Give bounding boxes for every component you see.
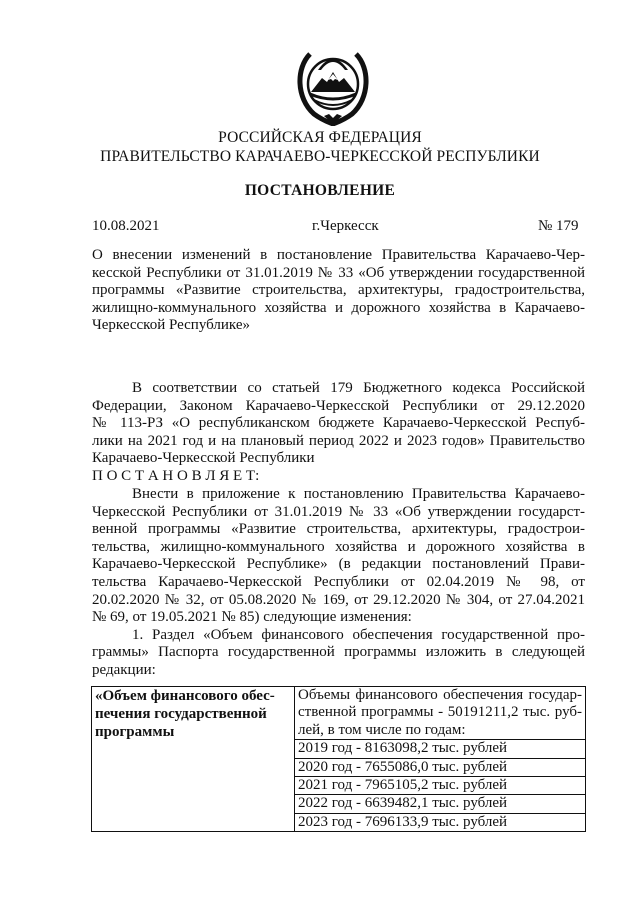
table-value-line: 2023 год - 7696133,9 тыс. рублей (298, 813, 508, 830)
body-line: тельства Карачаево-Черкесской Республики от 02.04.2019 № 98, от (92, 573, 585, 590)
body-line: граммы» Паспорта государственной программы изложить в следующей (92, 644, 585, 661)
body-line: № 69, от 19.05.2021 № 85) следующие изменения: (92, 609, 412, 626)
table-label-line: программы (95, 723, 175, 740)
table-value-cell (295, 687, 586, 832)
table-value-line: 2022 год - 6639482,1 тыс. рублей (295, 795, 585, 813)
preamble (92, 380, 585, 486)
header-country: РОССИЙСКАЯ ФЕДЕРАЦИЯ (218, 129, 422, 146)
table-value-line: 2019 год - 8163098,2 тыс. рублей (295, 740, 585, 758)
body-line: редакции: (92, 661, 156, 678)
table-value-line: 2021 год - 7965105,2 тыс. рублей (295, 777, 585, 795)
document-city: г.Черкесск (312, 218, 379, 234)
document-date: 10.08.2021 (92, 218, 160, 234)
decree-word: П О С Т А Н О В Л Я Е Т: (92, 467, 260, 484)
body-line: венной программы «Развитие строительства, архитектуры, градострои- (92, 521, 585, 538)
subject-line: О внесении изменений в постановление Правительства Карачаево-Чер- (92, 247, 585, 263)
body-line: Черкесской Республики от 31.01.2019 № 33 «Об утверждении государст- (92, 503, 585, 520)
preamble-line: В соответствии со статьей 179 Бюджетного кодекса Российской (132, 380, 585, 396)
body-line: Внести в приложение к постановлению Правительства Карачаево- (132, 486, 585, 502)
subject-line: Черкесской Республике» (92, 317, 250, 334)
document-number: № 179 (538, 218, 579, 234)
subject-line: программы «Развитие строительства, архитектуры, градостроительства, (92, 282, 585, 299)
body-line: 1. Раздел «Объем финансового обеспечения государственной про- (132, 626, 585, 643)
body-line: Карачаево-Черкесской Республике» (в редакции постановлений Прави- (92, 556, 585, 573)
table-value-line: Объемы финансового обеспечения государ- (298, 687, 582, 703)
coat-of-arms-emblem (292, 40, 374, 126)
table-label-line: «Объем финансового обес- (95, 688, 275, 704)
preamble-line: Карачаево-Черкесской Республики (92, 450, 315, 467)
table-value-line: ственной программы - 50191211,2 тыс. руб- (298, 704, 582, 721)
header-government: ПРАВИТЕЛЬСТВО КАРАЧАЕВО-ЧЕРКЕССКОЙ РЕСПУБЛИКИ (100, 148, 540, 165)
table-label-cell (92, 687, 295, 832)
preamble-line: лики на 2021 год и на плановый период 2022 и 2023 годов» Правительство (92, 432, 585, 449)
body-line: 20.02.2020 № 32, от 05.08.2020 № 169, от 29.12.2020 № 304, от 27.04.2021 (92, 591, 585, 608)
preamble-line: № 113-РЗ «О республиканском бюджете Карачаево-Черкесской Респуб- (92, 415, 585, 432)
subject-line: жилищно-коммунального хозяйства и дорожного хозяйства в Карачаево- (92, 299, 585, 316)
decree-body (92, 486, 585, 680)
document-subject (92, 247, 585, 335)
financing-table (91, 686, 586, 832)
table-value-line: лей, в том числе по годам: (295, 722, 585, 740)
table-value-line: 2020 год - 7655086,0 тыс. рублей (295, 759, 585, 777)
preamble-line: Федерации, Законом Карачаево-Черкесской Республики от 29.12.2020 (92, 397, 585, 414)
subject-line: кесской Республики от 31.01.2019 № 33 «Об утверждении государственной (92, 264, 585, 281)
table-row (92, 687, 586, 832)
body-line: тельства, жилищно-коммунального хозяйства и дорожного хозяйства в (92, 538, 585, 555)
document-type-title: ПОСТАНОВЛЕНИЕ (244, 182, 396, 199)
table-label-line: печения государственной (95, 705, 267, 722)
